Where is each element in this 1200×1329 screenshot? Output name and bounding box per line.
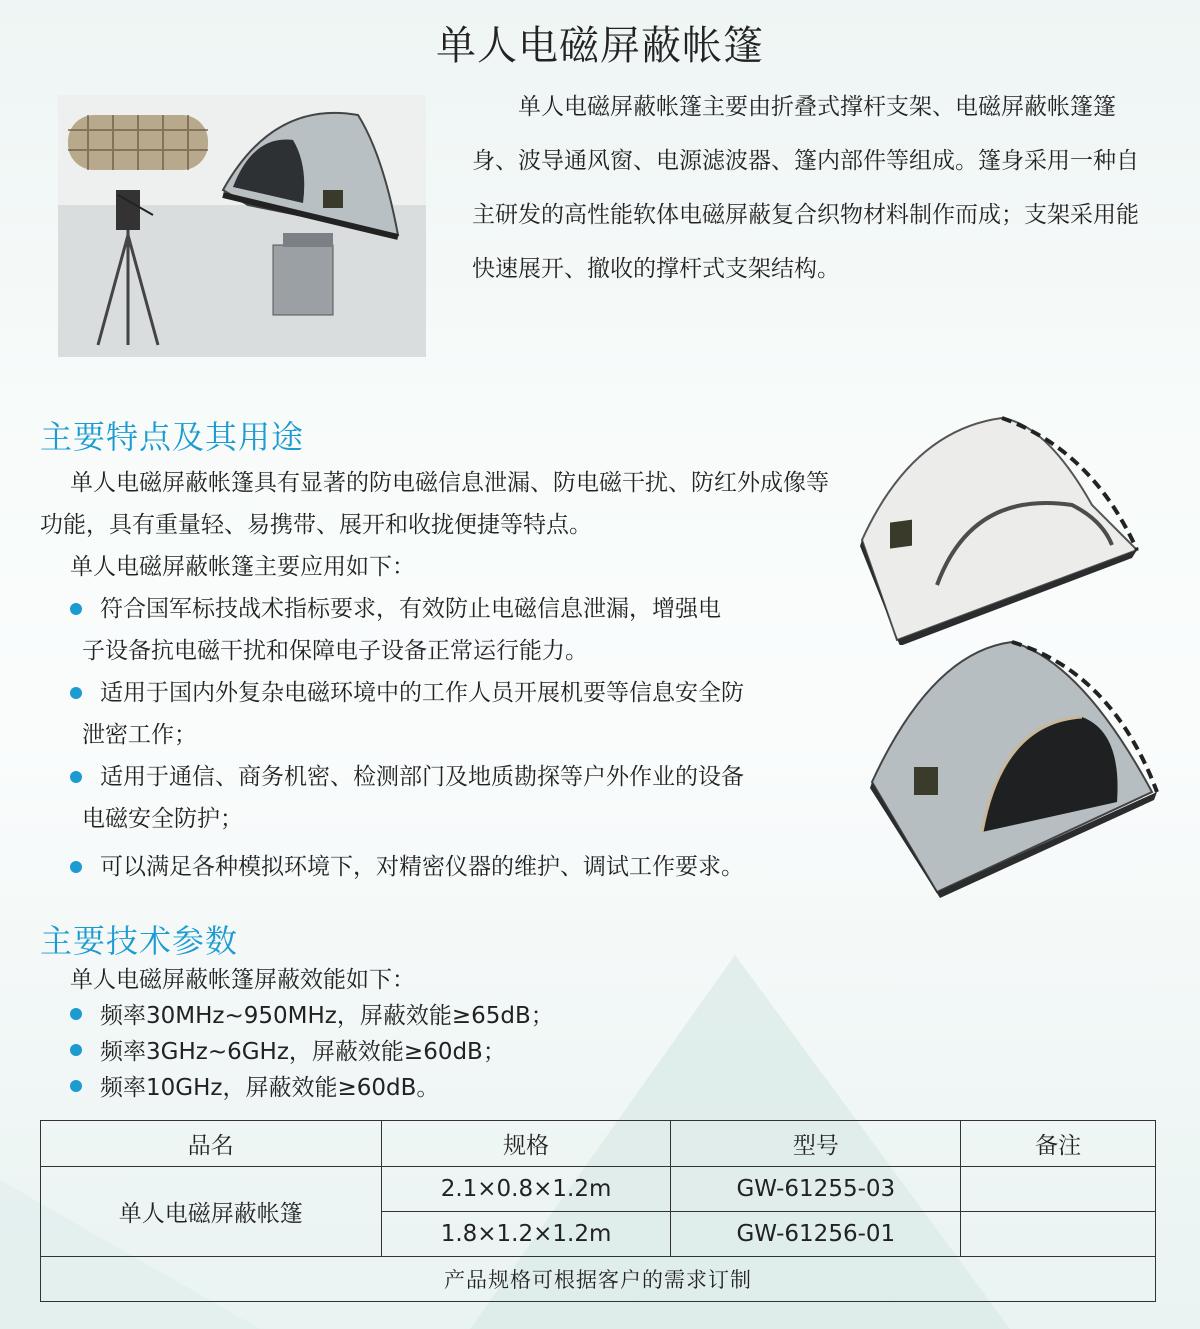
- feature-bullet: 适用于国内外复杂电磁环境中的工作人员开展机要等信息安全防: [40, 672, 840, 714]
- spec-table: [40, 1120, 1156, 1302]
- spec-bullet: 频率3GHz~6GHz，屏蔽效能≥60dB；: [40, 1034, 740, 1070]
- bullet-dot-icon: [70, 1044, 82, 1056]
- features-section: 单人电磁屏蔽帐篷具有显著的防电磁信息泄漏、防电磁干扰、防红外成像等功能，具有重量轻、易携带、展开和收拢便捷等特点。 单人电磁屏蔽帐篷主要应用如下： 符合国军标技战术指标要求，有效防止电磁信息泄漏，增强电 子设备抗电磁干扰和保障电子设备正常运行能力。 适用于国内外复杂电磁环境中的工作人员开展机要等信息安全防 泄密工作； 适用于通信、商务机密、检测部门及地质勘探等户外作业的设备 电磁安全防护； 可以满足各种模拟环境下，对精密仪器的维护、调试工作要求。: [40, 462, 840, 888]
- specs-heading: 主要技术参数: [40, 922, 239, 960]
- features-usage-intro: 单人电磁屏蔽帐篷主要应用如下：: [70, 554, 415, 580]
- table-header: 型号: [671, 1121, 961, 1167]
- bullet-dot-icon: [70, 1080, 82, 1092]
- feature-bullet: 可以满足各种模拟环境下，对精密仪器的维护、调试工作要求。: [40, 846, 840, 888]
- bullet-dot-icon: [70, 687, 82, 699]
- table-footer-row: [41, 1257, 1156, 1302]
- product-photo: [58, 95, 426, 357]
- bullet-dot-icon: [70, 1008, 82, 1020]
- tent-photo-open: [862, 632, 1164, 900]
- product-name-cell: 单人电磁屏蔽帐篷: [41, 1167, 382, 1257]
- feature-bullet: 适用于通信、商务机密、检测部门及地质勘探等户外作业的设备: [40, 756, 840, 798]
- features-heading: 主要特点及其用途: [40, 418, 305, 456]
- tent-photo-closed: [852, 410, 1152, 645]
- page-title: 单人电磁屏蔽帐篷: [436, 23, 764, 69]
- size-cell: 1.8×1.2×1.2m: [381, 1212, 671, 1257]
- table-footer-note: 产品规格可根据客户的需求订制: [41, 1257, 1156, 1302]
- model-cell: GW-61255-03: [671, 1167, 961, 1212]
- spec-bullet: 频率30MHz~950MHz，屏蔽效能≥65dB；: [40, 998, 740, 1034]
- bullet-dot-icon: [70, 861, 82, 873]
- table-header: 品名: [41, 1121, 382, 1167]
- carry-bag: [68, 115, 208, 170]
- specs-section: [40, 962, 740, 1106]
- table-header: 备注: [961, 1121, 1156, 1167]
- note-cell: [961, 1212, 1156, 1257]
- table-row: [41, 1167, 1156, 1212]
- feature-bullet: 符合国军标技战术指标要求，有效防止电磁信息泄漏，增强电: [40, 588, 840, 630]
- model-cell: GW-61256-01: [671, 1212, 961, 1257]
- spec-bullet: 频率10GHz，屏蔽效能≥60dB。: [40, 1070, 740, 1106]
- specs-intro: 单人电磁屏蔽帐篷屏蔽效能如下：: [70, 967, 415, 993]
- bullet-dot-icon: [70, 603, 82, 615]
- table-header-row: [41, 1121, 1156, 1167]
- intro-paragraph: 单人电磁屏蔽帐篷主要由折叠式撑杆支架、电磁屏蔽帐篷篷身、波导通风窗、电源滤波器、篷内部件等组成。篷身采用一种自主研发的高性能软体电磁屏蔽复合织物材料制作而成；支架采用能快速展开、撤收的撑杆式支架结构。: [472, 94, 1139, 282]
- features-paragraph: 单人电磁屏蔽帐篷具有显著的防电磁信息泄漏、防电磁干扰、防红外成像等功能，具有重量轻、易携带、展开和收拢便捷等特点。: [40, 470, 829, 538]
- table-header: 规格: [381, 1121, 671, 1167]
- note-cell: [961, 1167, 1156, 1212]
- bullet-dot-icon: [70, 771, 82, 783]
- size-cell: 2.1×0.8×1.2m: [381, 1167, 671, 1212]
